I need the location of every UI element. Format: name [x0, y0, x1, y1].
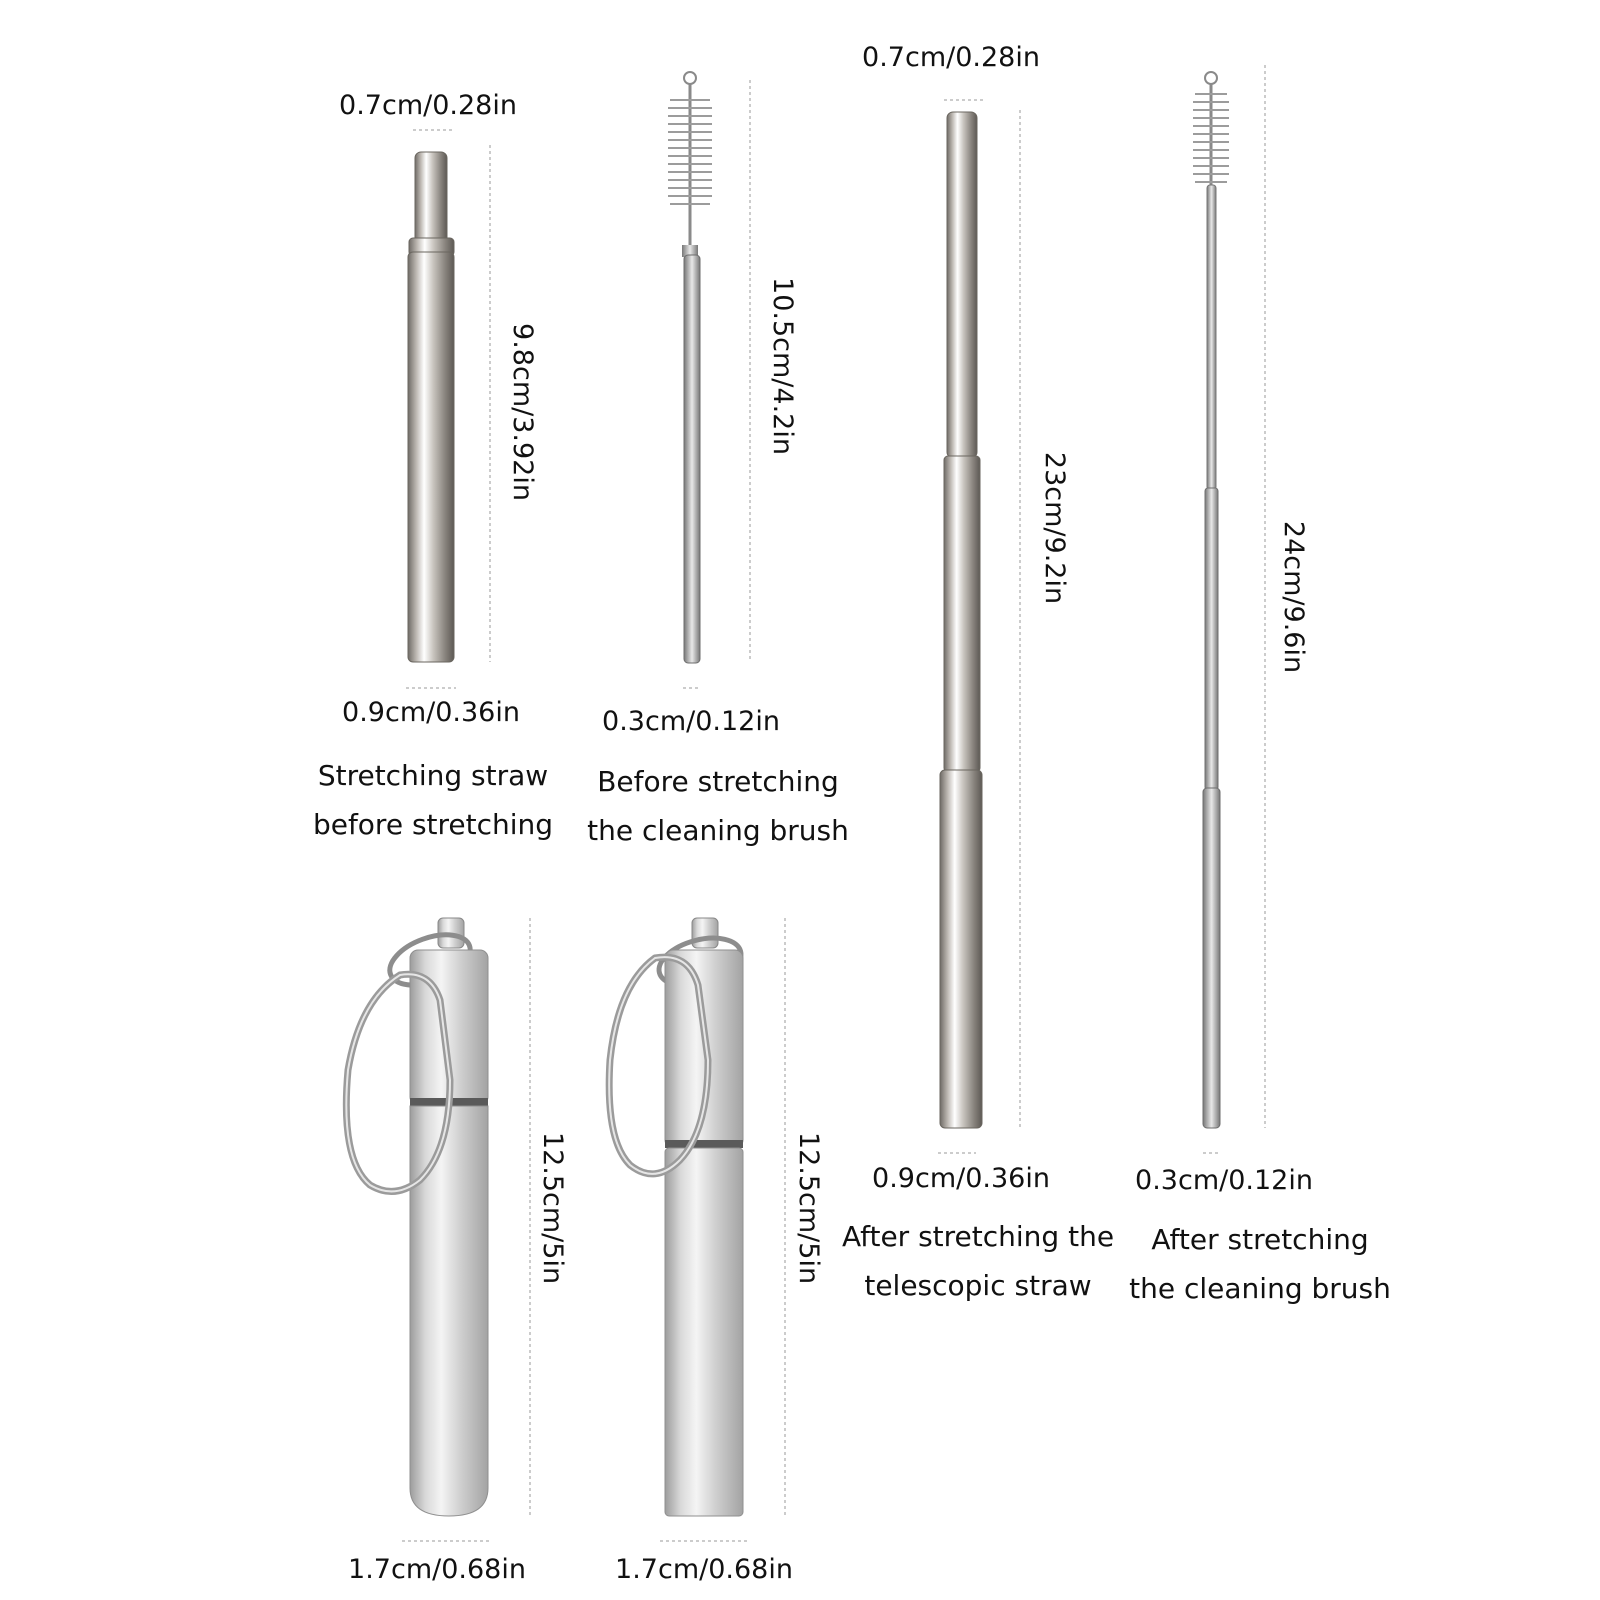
straw-collapsed	[406, 130, 490, 688]
caption-line: the cleaning brush	[587, 814, 849, 847]
case-with-carabiner-1	[346, 918, 530, 1541]
caption-line: before stretching	[312, 808, 554, 841]
case-1-bottom-dimension: 1.7cm/0.68in	[348, 1554, 526, 1585]
brush-extended-length: 24cm/9.6in	[1278, 520, 1309, 674]
caption-line: Before stretching	[597, 765, 839, 798]
case-with-carabiner-2	[609, 918, 785, 1541]
case-2-length: 12.5cm/5in	[793, 1131, 824, 1285]
brush-collapsed-bottom-dimension: 0.3cm/0.12in	[602, 706, 780, 737]
straw-extended	[938, 100, 1020, 1153]
straw-extended-caption	[842, 1212, 1114, 1310]
caption-line: Stretching straw	[317, 759, 549, 792]
caption-line: After stretching the	[841, 1220, 1115, 1253]
brush-collapsed-length: 10.5cm/4.2in	[767, 277, 798, 455]
straw-collapsed-bottom-dimension: 0.9cm/0.36in	[342, 697, 520, 728]
straw-extended-length: 23cm/9.2in	[1039, 451, 1070, 605]
straw-collapsed-length: 9.8cm/3.92in	[507, 323, 538, 501]
caption-line: the cleaning brush	[1129, 1272, 1391, 1305]
brush-extended-bottom-dimension: 0.3cm/0.12in	[1135, 1165, 1313, 1196]
straw-extended-bottom-dimension: 0.9cm/0.36in	[872, 1163, 1050, 1194]
straw-collapsed-top-dimension: 0.7cm/0.28in	[339, 90, 517, 121]
brush-collapsed	[668, 72, 750, 688]
caption-line: telescopic straw	[864, 1269, 1092, 1302]
brush-extended-caption	[1129, 1215, 1391, 1313]
straw-extended-top-dimension: 0.7cm/0.28in	[862, 42, 1040, 73]
case-1-length: 12.5cm/5in	[537, 1131, 568, 1285]
straw-collapsed-caption	[313, 751, 553, 849]
brush-collapsed-caption	[587, 757, 849, 855]
brush-extended	[1193, 65, 1265, 1153]
caption-line: After stretching	[1151, 1223, 1369, 1256]
case-2-bottom-dimension: 1.7cm/0.68in	[615, 1554, 793, 1585]
